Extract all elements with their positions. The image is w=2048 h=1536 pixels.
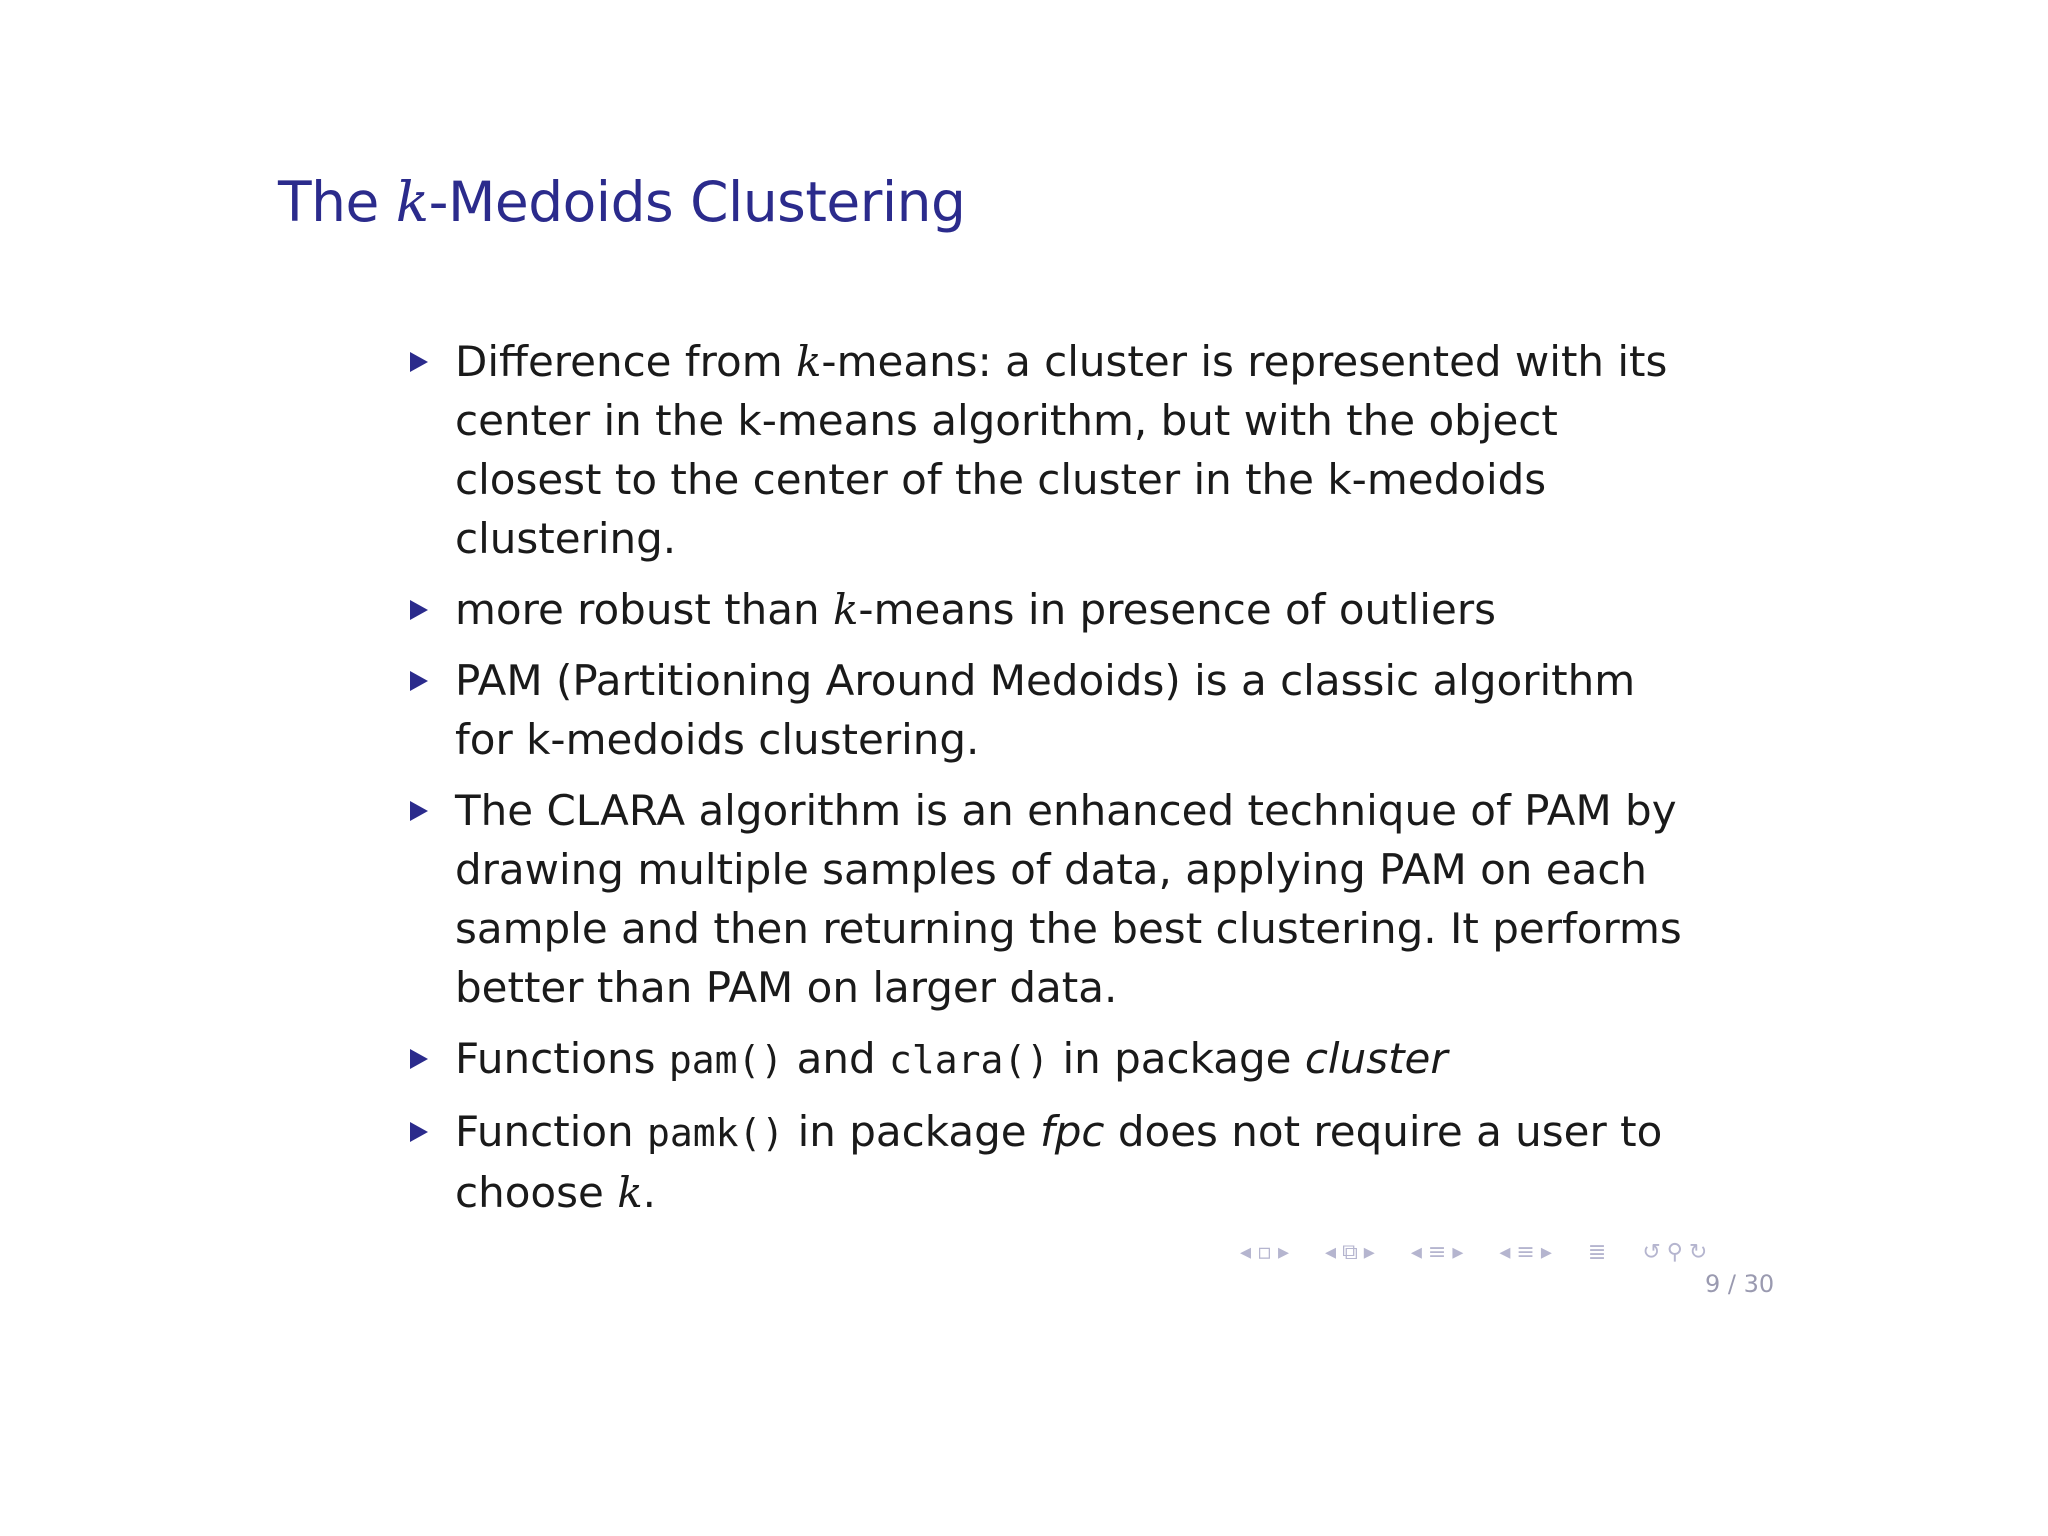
slide-title: The k-Medoids Clustering [278,170,966,234]
back-icon[interactable]: ↺ [1642,1239,1661,1265]
beamer-navigation [1240,1232,1733,1272]
triangle-bullet-icon [410,1049,428,1069]
code-pam: pam() [668,1038,784,1082]
section-icon[interactable]: ≡ [1427,1239,1447,1265]
frame-icon[interactable]: ▫ [1257,1239,1272,1265]
page-number: 9 / 30 [1705,1270,1775,1298]
nav-frame-group[interactable] [1240,1240,1289,1265]
nav-prev-icon[interactable]: ◂ [1410,1239,1422,1265]
code-clara: clara() [889,1038,1050,1082]
package-name: fpc [1039,1107,1105,1156]
bullet-list [410,332,1690,1234]
forward-icon[interactable]: ↻ [1688,1239,1708,1265]
section-icon[interactable]: ≡ [1516,1239,1535,1265]
nav-prev-icon[interactable]: ◂ [1325,1239,1337,1265]
triangle-bullet-icon [410,671,428,691]
list-item: Function pamk() in package fpc does not require a user to choose k. [410,1102,1690,1222]
nav-next-icon[interactable]: ▸ [1540,1239,1552,1265]
toc-icon[interactable]: ≣ [1587,1239,1607,1265]
list-item: more robust than k-means in presence of outliers [410,580,1690,639]
nav-toc-group[interactable] [1588,1240,1606,1265]
nav-misc-group[interactable] [1642,1240,1707,1265]
package-name: cluster [1304,1034,1448,1083]
triangle-bullet-icon [410,801,428,821]
subsection-icon[interactable]: ⧉ [1342,1239,1358,1265]
list-item: Functions pam() and clara() in package cluster [410,1029,1690,1090]
nav-prev-icon[interactable]: ◂ [1499,1239,1511,1265]
triangle-bullet-icon [410,1122,428,1142]
code-pamk: pamk() [647,1111,785,1155]
list-item: Difference from k-means: a cluster is represented with its center in the k-means algorithm, but with the object closest to the center of the cluster in the k-medoids clustering. [410,332,1690,568]
math-k: k [395,170,429,234]
search-icon[interactable]: ⚲ [1666,1239,1683,1265]
nav-next-icon[interactable]: ▸ [1363,1239,1375,1265]
nav-next-icon[interactable]: ▸ [1277,1239,1290,1265]
nav-subsection-group[interactable] [1325,1240,1375,1265]
nav-section-group[interactable] [1411,1240,1464,1265]
list-item: PAM (Partitioning Around Medoids) is a classic algorithm for k-medoids clustering. [410,651,1690,769]
nav-prev-icon[interactable]: ◂ [1240,1239,1252,1265]
nav-next-icon[interactable]: ▸ [1452,1239,1464,1265]
nav-part-group[interactable] [1499,1240,1552,1265]
triangle-bullet-icon [410,600,428,620]
list-item: The CLARA algorithm is an enhanced technique of PAM by drawing multiple samples of data, applying PAM on each sample and then returning the best clustering. It performs better than PAM on larger data. [410,781,1690,1017]
triangle-bullet-icon [410,352,428,372]
